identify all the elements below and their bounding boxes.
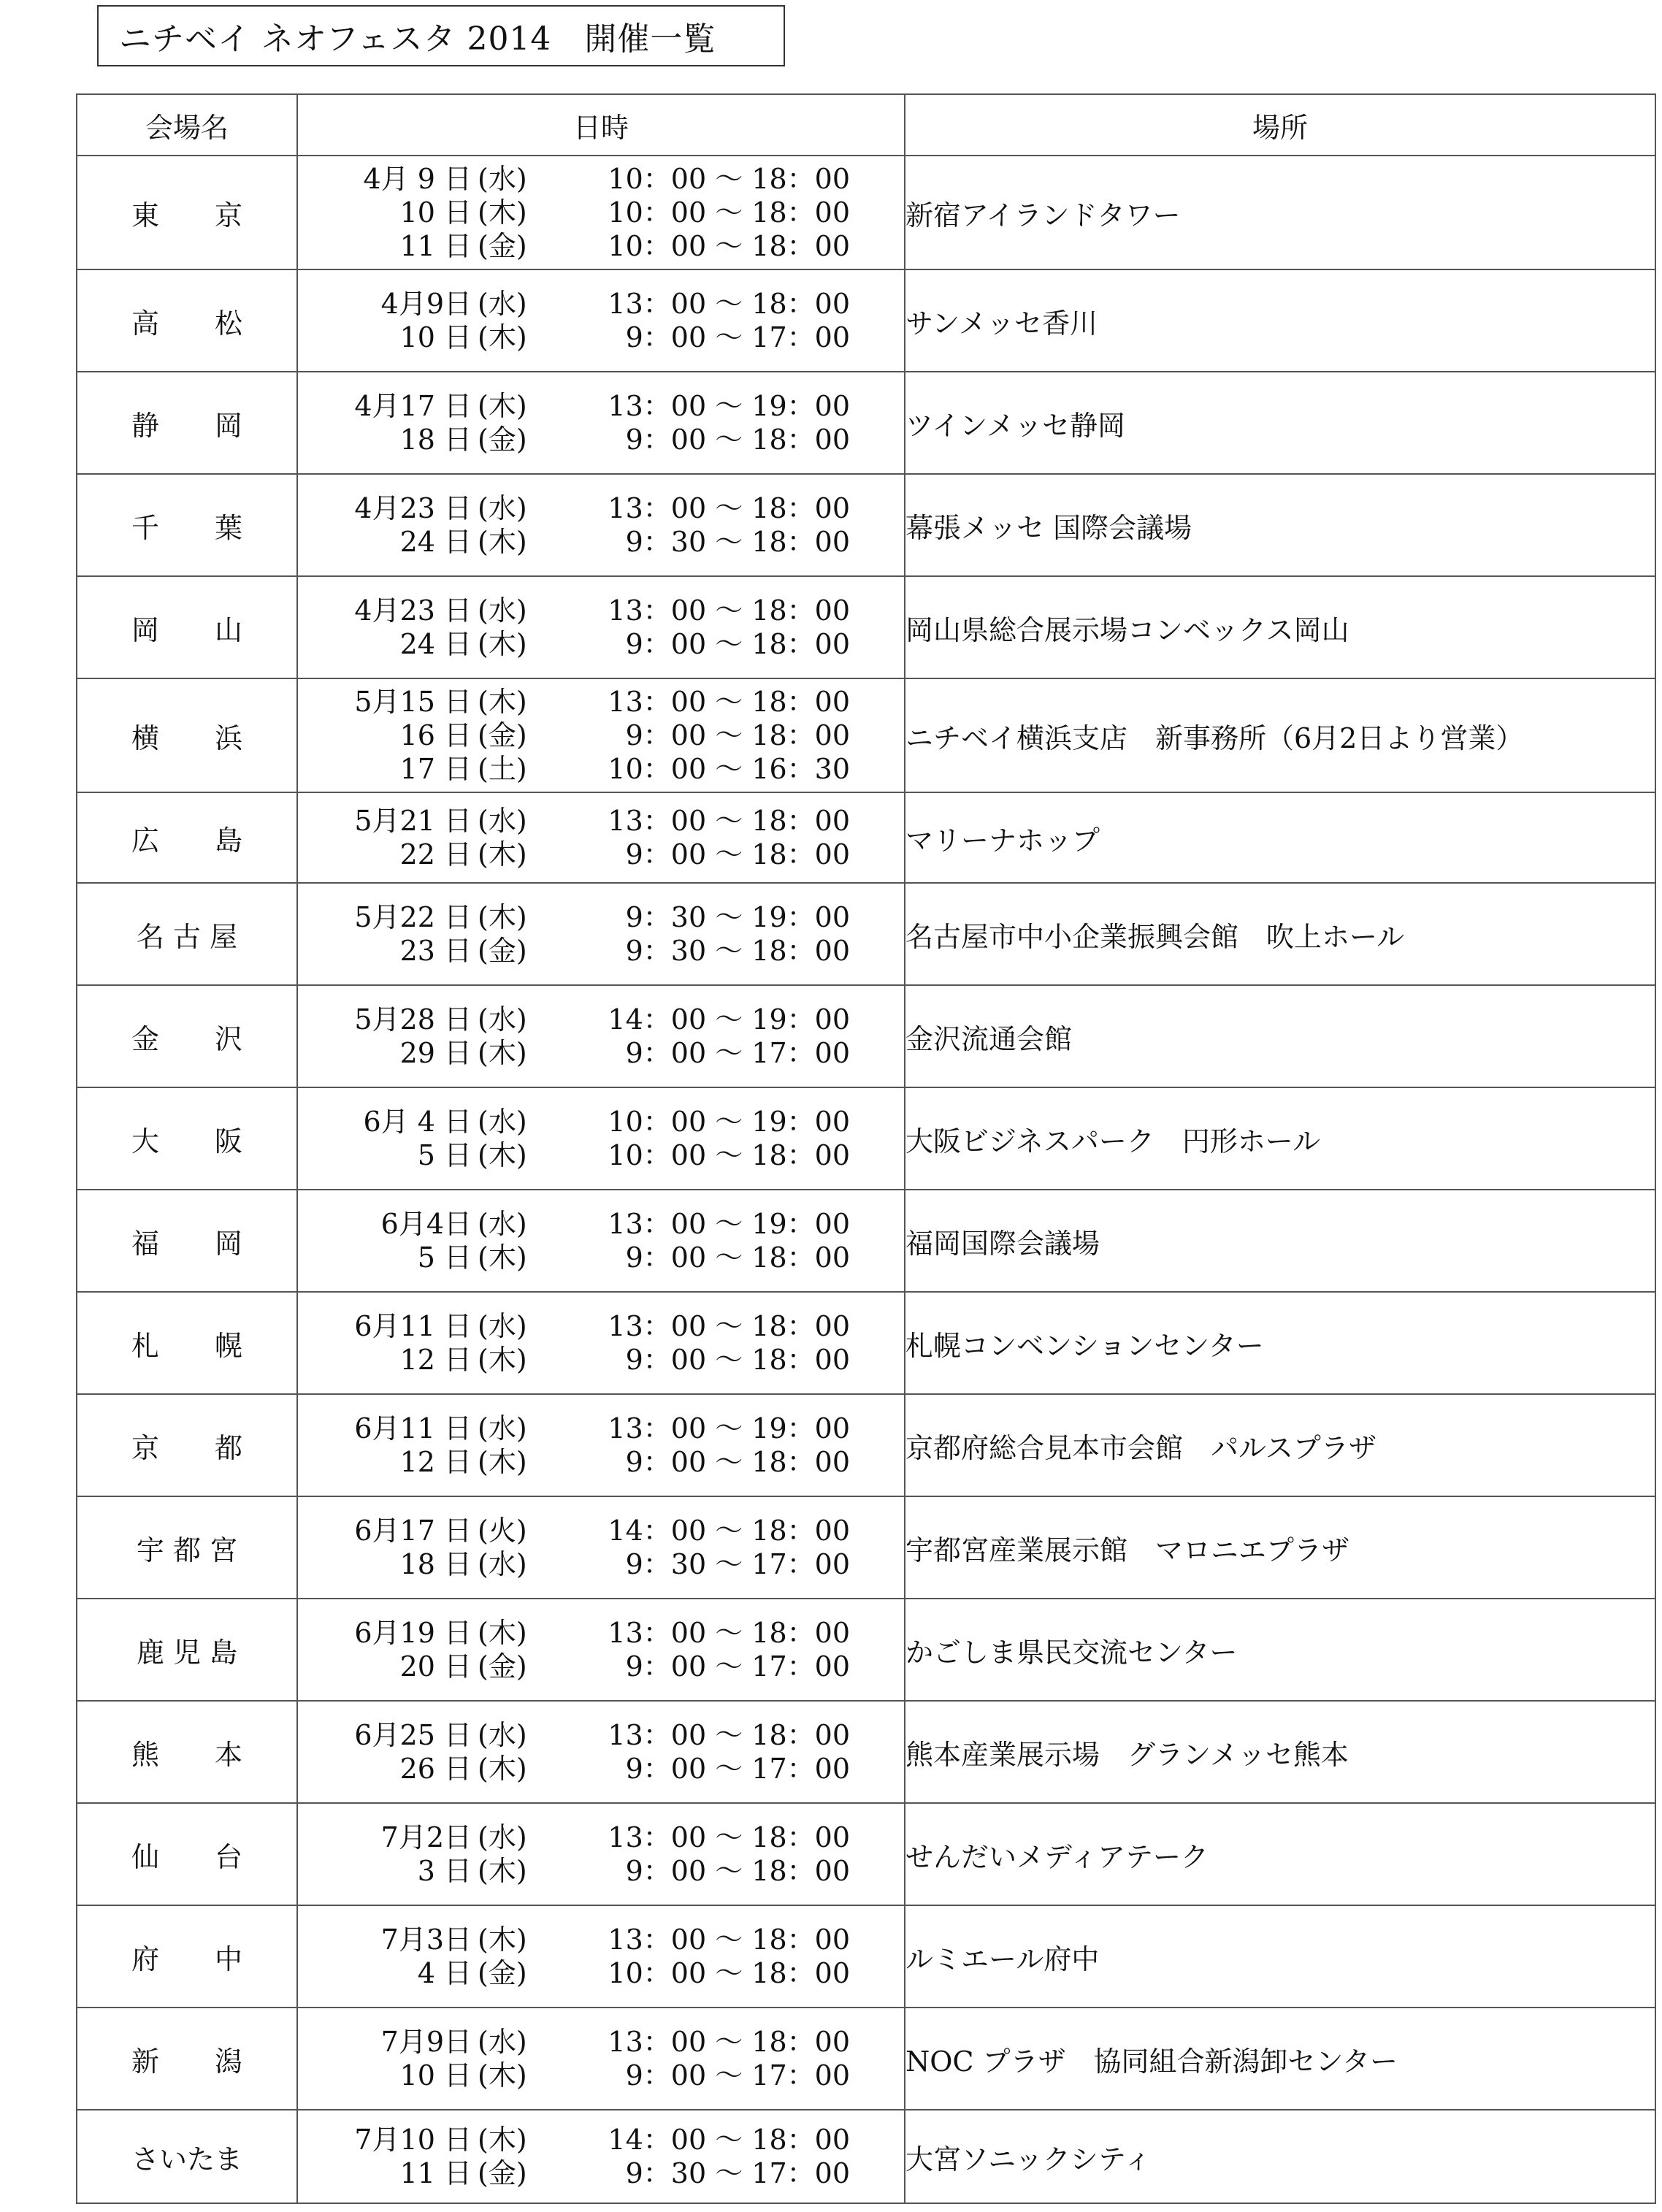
venue-name: 鹿 児 島 (136, 1636, 238, 1669)
date-line (298, 1241, 904, 1274)
date-line (298, 1854, 904, 1888)
date-line (298, 2025, 904, 2059)
date-day: 18 日 (399, 424, 472, 456)
place-cell: ニチベイ横浜支店 新事務所（6月2日より営業） (905, 678, 1655, 792)
date-line (298, 1343, 904, 1377)
date-weekday: (木) (478, 2059, 527, 2092)
date-weekday: (木) (478, 526, 527, 558)
venue-cell (77, 1905, 297, 2008)
time-range: 9：00 ～ 17：00 (625, 1753, 850, 1785)
date-weekday: (土) (478, 753, 527, 785)
date-weekday: (木) (478, 196, 527, 229)
date-line (298, 525, 904, 559)
date-line (298, 389, 904, 423)
date-line (298, 423, 904, 456)
date-day: 7月9日 (380, 2026, 472, 2058)
venue-name: 京 都 (131, 1431, 242, 1464)
date-day: 11 日 (399, 230, 472, 262)
table-row (77, 1394, 1655, 1496)
date-weekday: (木) (478, 1753, 527, 1785)
date-line (298, 1821, 904, 1854)
date-day: 6月25 日 (354, 1719, 472, 1751)
venue-cell (77, 792, 297, 883)
date-day: 4月23 日 (354, 594, 472, 627)
date-line (298, 1309, 904, 1343)
time-range: 13：00 ～ 18：00 (608, 492, 850, 524)
place-cell: せんだいメディアテーク (905, 1803, 1655, 1905)
date-line (298, 491, 904, 525)
time-range: 9：00 ～ 18：00 (625, 1344, 850, 1376)
venue-cell (77, 1087, 297, 1190)
venue-cell (77, 883, 297, 985)
date-weekday: (金) (478, 230, 527, 262)
date-weekday: (木) (478, 1139, 527, 1171)
time-range: 9：00 ～ 17：00 (625, 1650, 850, 1683)
date-day: 26 日 (399, 1753, 472, 1785)
time-range: 13：00 ～ 18：00 (608, 288, 850, 320)
datetime-cell (297, 1701, 905, 1803)
date-day: 20 日 (399, 1650, 472, 1683)
table-row (77, 883, 1655, 985)
datetime-cell (297, 678, 905, 792)
time-range: 10：00 ～ 18：00 (608, 1957, 850, 1989)
table-row (77, 372, 1655, 474)
datetime-cell (297, 1087, 905, 1190)
date-weekday: (水) (478, 1310, 527, 1342)
date-line (298, 196, 904, 229)
date-line (298, 838, 904, 871)
date-day: 18 日 (399, 1548, 472, 1580)
date-day: 10 日 (399, 2059, 472, 2092)
venue-cell (77, 1394, 297, 1496)
date-day: 10 日 (399, 321, 472, 353)
date-weekday: (木) (478, 2124, 527, 2156)
date-line (298, 1514, 904, 1547)
date-weekday: (水) (478, 1548, 527, 1580)
date-line (298, 1718, 904, 1752)
datetime-cell (297, 1905, 905, 2008)
place-header: 場所 (905, 94, 1655, 156)
place-cell: 大阪ビジネスパーク 円形ホール (905, 1087, 1655, 1190)
time-range: 9：00 ～ 18：00 (625, 424, 850, 456)
table-row (77, 269, 1655, 372)
date-weekday: (金) (478, 1650, 527, 1683)
venue-name: さいたま (131, 2143, 242, 2175)
place-cell: 金沢流通会館 (905, 985, 1655, 1087)
header-row (77, 94, 1655, 156)
date-line (298, 1138, 904, 1172)
date-line (298, 1752, 904, 1786)
place-cell: ルミエール府中 (905, 1905, 1655, 2008)
time-range: 10：00 ～ 18：00 (608, 1139, 850, 1171)
date-day: 23 日 (399, 935, 472, 967)
date-weekday: (金) (478, 2157, 527, 2189)
venue-name: 札 幌 (131, 1329, 242, 1362)
place-cell: NOC プラザ 協同組合新潟卸センター (905, 2008, 1655, 2110)
venue-cell (77, 1190, 297, 1292)
venue-cell (77, 1803, 297, 1905)
datetime-cell (297, 269, 905, 372)
document-title: ニチベイ ネオフェスタ 2014 開催一覧 (97, 5, 785, 66)
date-weekday: (水) (478, 594, 527, 627)
datetime-cell (297, 576, 905, 678)
time-range: 13：00 ～ 18：00 (608, 805, 850, 837)
table-row (77, 1496, 1655, 1599)
time-range: 14：00 ～ 19：00 (608, 1003, 850, 1036)
date-weekday: (水) (478, 1208, 527, 1240)
date-weekday: (火) (478, 1515, 527, 1547)
place-cell: 岡山県総合展示場コンベックス岡山 (905, 576, 1655, 678)
date-line (298, 321, 904, 354)
date-weekday: (木) (478, 1241, 527, 1274)
table-row (77, 1087, 1655, 1190)
date-weekday: (木) (478, 321, 527, 353)
table-row (77, 474, 1655, 576)
time-range: 13：00 ～ 18：00 (608, 2026, 850, 2058)
time-range: 14：00 ～ 18：00 (608, 2124, 850, 2156)
date-weekday: (木) (478, 1446, 527, 1478)
time-range: 10：00 ～ 18：00 (608, 163, 850, 195)
datetime-cell (297, 1803, 905, 1905)
venue-cell (77, 985, 297, 1087)
date-weekday: (水) (478, 805, 527, 837)
date-line (298, 900, 904, 934)
date-day: 6月17 日 (354, 1515, 472, 1547)
date-line (298, 1207, 904, 1241)
date-weekday: (水) (478, 1106, 527, 1138)
datetime-cell (297, 474, 905, 576)
date-line (298, 719, 904, 752)
datetime-cell (297, 792, 905, 883)
datetime-cell (297, 1496, 905, 1599)
date-weekday: (木) (478, 1037, 527, 1069)
date-weekday: (金) (478, 935, 527, 967)
datetime-cell (297, 1190, 905, 1292)
place-cell: 熊本産業展示場 グランメッセ熊本 (905, 1701, 1655, 1803)
table-row (77, 156, 1655, 269)
date-day: 4 日 (417, 1957, 472, 1989)
table-row (77, 1701, 1655, 1803)
time-range: 9：00 ～ 18：00 (625, 1446, 850, 1478)
date-line (298, 1547, 904, 1581)
time-range: 9：00 ～ 17：00 (625, 1037, 850, 1069)
date-day: 6月11 日 (354, 1412, 472, 1444)
date-line (298, 934, 904, 968)
date-line (298, 229, 904, 263)
date-weekday: (木) (478, 901, 527, 933)
venue-name: 横 浜 (131, 722, 242, 754)
date-day: 24 日 (399, 628, 472, 660)
venue-name: 東 京 (131, 199, 242, 231)
place-cell: ツインメッセ静岡 (905, 372, 1655, 474)
table-row (77, 2110, 1655, 2203)
place-cell: 名古屋市中小企業振興会館 吹上ホール (905, 883, 1655, 985)
time-range: 10：00 ～ 18：00 (608, 196, 850, 229)
date-weekday: (水) (478, 288, 527, 320)
datetime-cell (297, 883, 905, 985)
date-line (298, 1412, 904, 1445)
date-line (298, 594, 904, 627)
date-day: 29 日 (399, 1037, 472, 1069)
table-row (77, 2008, 1655, 2110)
time-range: 13：00 ～ 18：00 (608, 1924, 850, 1956)
place-cell: 新宿アイランドタワー (905, 156, 1655, 269)
date-line (298, 1616, 904, 1650)
date-day: 5月22 日 (354, 901, 472, 933)
venue-name: 府 中 (131, 1943, 242, 1975)
time-range: 13：00 ～ 18：00 (608, 1310, 850, 1342)
date-weekday: (水) (478, 1821, 527, 1853)
time-range: 13：00 ～ 19：00 (608, 390, 850, 422)
place-cell: 大宮ソニックシティ (905, 2110, 1655, 2203)
time-range: 9：30 ～ 18：00 (625, 935, 850, 967)
date-weekday: (木) (478, 1617, 527, 1649)
date-weekday: (木) (478, 390, 527, 422)
date-day: 3 日 (417, 1855, 472, 1887)
venue-name: 岡 山 (131, 613, 242, 646)
time-range: 13：00 ～ 18：00 (608, 1719, 850, 1751)
date-line (298, 1445, 904, 1479)
venue-name: 熊 本 (131, 1738, 242, 1771)
time-range: 13：00 ～ 18：00 (608, 1617, 850, 1649)
date-line (298, 627, 904, 661)
venue-header: 会場名 (77, 94, 297, 156)
table-row (77, 1599, 1655, 1701)
time-range: 13：00 ～ 19：00 (608, 1208, 850, 1240)
date-day: 12 日 (399, 1446, 472, 1478)
table-row (77, 576, 1655, 678)
venue-name: 宇 都 宮 (136, 1534, 238, 1566)
datetime-cell (297, 2008, 905, 2110)
date-line (298, 1923, 904, 1956)
venue-name: 高 松 (131, 307, 242, 340)
date-day: 12 日 (399, 1344, 472, 1376)
datetime-cell (297, 1394, 905, 1496)
venue-cell (77, 1599, 297, 1701)
datetime-cell (297, 1292, 905, 1394)
time-range: 9：30 ～ 17：00 (625, 1548, 850, 1580)
place-cell: 福岡国際会議場 (905, 1190, 1655, 1292)
time-range: 9：00 ～ 17：00 (625, 2059, 850, 2092)
time-range: 10：00 ～ 19：00 (608, 1106, 850, 1138)
time-range: 9：00 ～ 18：00 (625, 628, 850, 660)
date-day: 6月4日 (380, 1208, 472, 1240)
date-line (298, 752, 904, 786)
venue-cell (77, 2008, 297, 2110)
date-day: 4月9日 (380, 288, 472, 320)
date-line (298, 1650, 904, 1683)
date-day: 6月11 日 (354, 1310, 472, 1342)
date-day: 5 日 (417, 1139, 472, 1171)
venue-cell (77, 576, 297, 678)
time-range: 9：00 ～ 18：00 (625, 719, 850, 751)
table-row (77, 1190, 1655, 1292)
venue-name: 新 潟 (131, 2045, 242, 2078)
date-weekday: (金) (478, 1957, 527, 1989)
place-cell: かごしま県民交流センター (905, 1599, 1655, 1701)
date-weekday: (水) (478, 163, 527, 195)
schedule-body (77, 156, 1655, 2203)
date-weekday: (木) (478, 1924, 527, 1956)
place-cell: 宇都宮産業展示館 マロニエプラザ (905, 1496, 1655, 1599)
time-range: 9：30 ～ 18：00 (625, 526, 850, 558)
date-line (298, 685, 904, 719)
time-range: 10：00 ～ 16：30 (608, 753, 850, 785)
venue-cell (77, 156, 297, 269)
date-weekday: (水) (478, 492, 527, 524)
venue-name: 福 岡 (131, 1227, 242, 1260)
date-day: 5 日 (417, 1241, 472, 1274)
time-range: 13：00 ～ 18：00 (608, 686, 850, 718)
date-line (298, 2123, 904, 2156)
datetime-cell (297, 1599, 905, 1701)
place-cell: 札幌コンベンションセンター (905, 1292, 1655, 1394)
date-day: 4月23 日 (354, 492, 472, 524)
date-weekday: (金) (478, 719, 527, 751)
venue-cell (77, 2110, 297, 2203)
venue-cell (77, 1496, 297, 1599)
time-range: 13：00 ～ 19：00 (608, 1412, 850, 1444)
date-day: 5月28 日 (354, 1003, 472, 1036)
time-range: 9：00 ～ 18：00 (625, 1241, 850, 1274)
date-line (298, 2059, 904, 2092)
date-line (298, 1003, 904, 1036)
date-day: 24 日 (399, 526, 472, 558)
date-day: 22 日 (399, 838, 472, 870)
venue-cell (77, 1292, 297, 1394)
datetime-cell (297, 372, 905, 474)
date-weekday: (木) (478, 838, 527, 870)
date-day: 6月 4 日 (363, 1106, 472, 1138)
venue-name: 千 葉 (131, 511, 242, 544)
date-day: 5月15 日 (354, 686, 472, 718)
time-range: 9：00 ～ 17：00 (625, 321, 850, 353)
venue-cell (77, 678, 297, 792)
time-range: 9：00 ～ 18：00 (625, 1855, 850, 1887)
datetime-cell (297, 156, 905, 269)
date-day: 6月19 日 (354, 1617, 472, 1649)
date-day: 7月3日 (380, 1924, 472, 1956)
date-line (298, 1956, 904, 1990)
time-range: 9：30 ～ 19：00 (625, 901, 850, 933)
date-weekday: (木) (478, 628, 527, 660)
date-day: 7月2日 (380, 1821, 472, 1853)
place-cell: 京都府総合見本市会館 パルスプラザ (905, 1394, 1655, 1496)
date-day: 11 日 (399, 2157, 472, 2189)
time-range: 9：00 ～ 18：00 (625, 838, 850, 870)
time-range: 10：00 ～ 18：00 (608, 230, 850, 262)
venue-name: 仙 台 (131, 1840, 242, 1873)
venue-cell (77, 474, 297, 576)
table-row (77, 985, 1655, 1087)
venue-cell (77, 372, 297, 474)
venue-cell (77, 269, 297, 372)
date-weekday: (木) (478, 686, 527, 718)
date-day: 4月17 日 (354, 390, 472, 422)
date-line (298, 287, 904, 321)
date-day: 7月10 日 (354, 2124, 472, 2156)
datetime-cell (297, 2110, 905, 2203)
place-cell: マリーナホップ (905, 792, 1655, 883)
table-row (77, 678, 1655, 792)
datetime-header: 日時 (297, 94, 905, 156)
date-weekday: (水) (478, 1412, 527, 1444)
date-day: 16 日 (399, 719, 472, 751)
place-cell: サンメッセ香川 (905, 269, 1655, 372)
date-weekday: (金) (478, 424, 527, 456)
time-range: 13：00 ～ 18：00 (608, 594, 850, 627)
datetime-cell (297, 985, 905, 1087)
date-weekday: (水) (478, 1003, 527, 1036)
table-row (77, 1803, 1655, 1905)
table-row (77, 1905, 1655, 2008)
date-weekday: (水) (478, 2026, 527, 2058)
date-line (298, 1036, 904, 1070)
date-weekday: (水) (478, 1719, 527, 1751)
date-day: 4月 9 日 (363, 163, 472, 195)
table-row (77, 1292, 1655, 1394)
time-range: 14：00 ～ 18：00 (608, 1515, 850, 1547)
date-line (298, 2156, 904, 2190)
time-range: 9：30 ～ 17：00 (625, 2157, 850, 2189)
venue-name: 静 岡 (131, 409, 242, 442)
date-line (298, 162, 904, 196)
date-line (298, 804, 904, 838)
date-day: 10 日 (399, 196, 472, 229)
table-row (77, 792, 1655, 883)
venue-name: 大 阪 (131, 1125, 242, 1157)
date-weekday: (木) (478, 1855, 527, 1887)
date-day: 5月21 日 (354, 805, 472, 837)
schedule-table (76, 93, 1656, 2204)
venue-name: 金 沢 (131, 1022, 242, 1055)
date-day: 17 日 (399, 753, 472, 785)
time-range: 13：00 ～ 18：00 (608, 1821, 850, 1853)
venue-name: 広 島 (131, 824, 242, 857)
venue-cell (77, 1701, 297, 1803)
date-line (298, 1105, 904, 1138)
place-cell: 幕張メッセ 国際会議場 (905, 474, 1655, 576)
venue-name: 名 古 屋 (136, 920, 238, 953)
date-weekday: (木) (478, 1344, 527, 1376)
